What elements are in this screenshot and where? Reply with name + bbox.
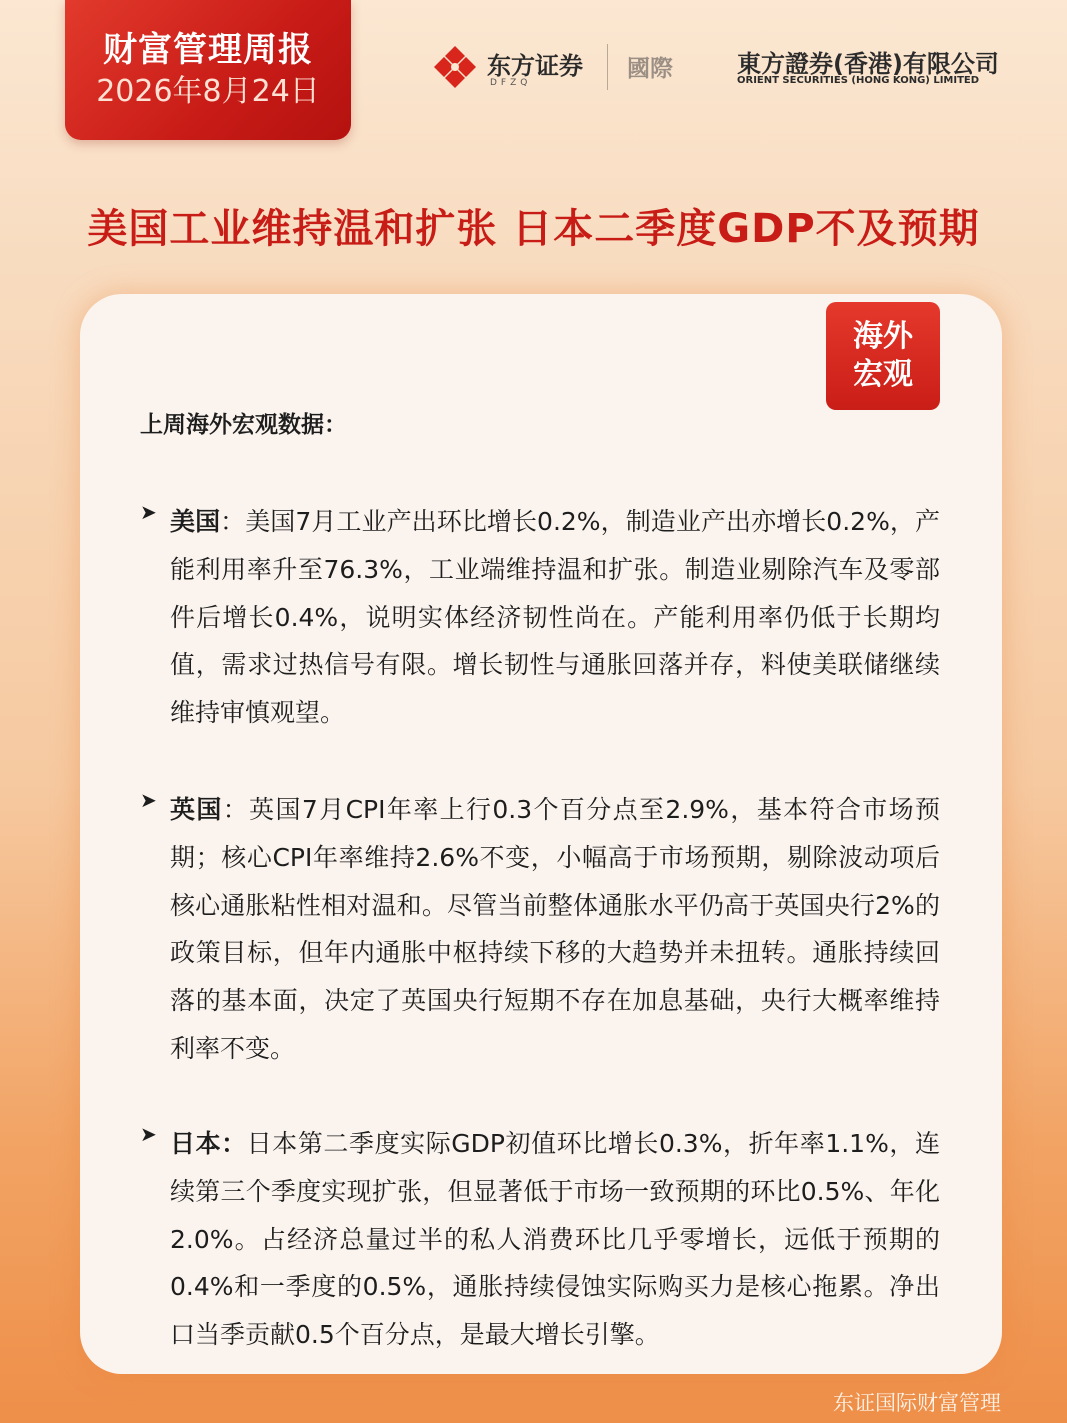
section-title: 上周海外宏观数据：: [140, 412, 347, 438]
page-headline: 美国工业维持温和扩张 日本二季度GDP不及预期: [87, 206, 980, 252]
arrow-bullet-icon: ➤: [140, 500, 157, 524]
hk-company-name-cn: 東方證券(香港)有限公司: [737, 50, 999, 78]
list-item-us: [140, 498, 940, 737]
item-label: 英国: [170, 795, 223, 824]
item-separator: ：: [220, 507, 246, 536]
list-item-japan: [140, 1120, 940, 1359]
hk-company-name-en: ORIENT SECURITIES (HONG KONG) LIMITED: [737, 75, 980, 86]
logo-divider: [607, 44, 608, 90]
category-tag: [826, 302, 940, 410]
item-label: 日本: [170, 1129, 222, 1158]
arrow-bullet-icon: ➤: [140, 788, 157, 812]
item-separator: ：: [221, 1129, 247, 1158]
dfzq-logo-subtext: DFZQ: [490, 78, 532, 88]
content-card: [80, 294, 1002, 1374]
category-tag-line2: 宏观: [853, 357, 913, 392]
item-body: 英国7月CPI年率上行0.3个百分点至2.9%，基本符合市场预期；核心CPI年率维持2.6%不变，小幅高于市场预期，剔除波动项后核心通胀粘性相对温和。尽管当前整体通胀水平仍高于英国央行2%的政策目标，但年内通胀中枢持续下移的大趋势并未扭转。通胀持续回落的基本面，决定了英国央行短期不存在加息基础，央行大概率维持利率不变。: [170, 795, 940, 1063]
footer-brand: 东证国际财富管理: [833, 1391, 1001, 1415]
report-date: 2026年8月24日: [96, 74, 320, 109]
report-title: 财富管理周报: [103, 30, 313, 70]
category-tag-line1: 海外: [853, 319, 913, 354]
item-separator: ：: [222, 795, 250, 824]
item-body: 日本第二季度实际GDP初值环比增长0.3%，折年率1.1%，连续第三个季度实现扩张，但显著低于市场一致预期的环比0.5%、年化2.0%。占经济总量过半的私人消费环比几乎零增长，远低于预期的0.4%和一季度的0.5%，通胀持续侵蚀实际购买力是核心拖累。净出口当季贡献0.5个百分点，是最大增长引擎。: [170, 1129, 940, 1350]
item-paragraph: [170, 498, 940, 737]
item-paragraph: [170, 786, 940, 1073]
item-body: 美国7月工业产出环比增长0.2%，制造业产出亦增长0.2%，产能利用率升至76.3%，工业端维持温和扩张。制造业剔除汽车及零部件后增长0.4%，说明实体经济韧性尚在。产能利用率仍低于长期均值，需求过热信号有限。增长韧性与通胀回落并存，料使美联储继续维持审慎观望。: [170, 507, 940, 728]
item-paragraph: [170, 1120, 940, 1359]
arrow-bullet-icon: ➤: [140, 1122, 157, 1146]
dfzq-logo-text: 东方证券: [487, 52, 583, 80]
dfzq-logo-icon: [432, 44, 478, 90]
logo-intl-text: 國際: [627, 56, 673, 82]
item-label: 美国: [170, 507, 221, 536]
report-badge: [65, 0, 351, 140]
list-item-uk: [140, 786, 940, 1073]
